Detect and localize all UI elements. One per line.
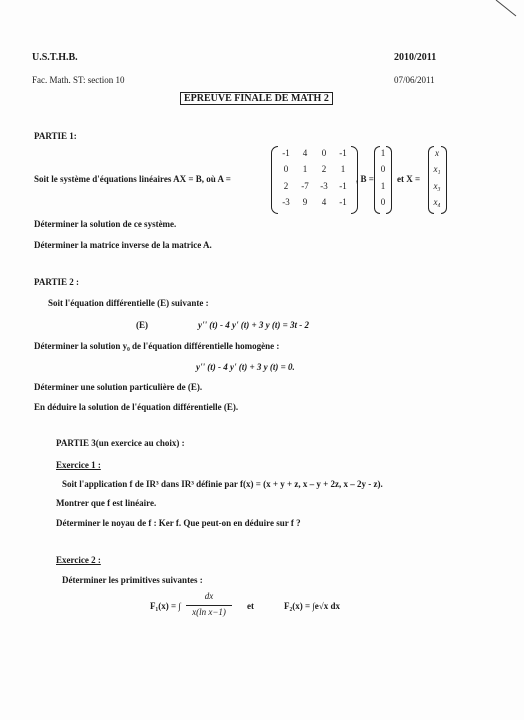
matrix-a-cell: 1 — [340, 164, 346, 174]
matrix-a-cell: -1 — [339, 197, 347, 207]
partie2-intro: Soit l'équation différentielle (E) suivante : — [48, 298, 209, 308]
f1-label: F₁(x) = ∫ — [150, 601, 181, 611]
exercice1-statement: Soit l'application f de IR³ dans IR³ définie par f(x) = (x + y + z, x – y + 2z, x – 2y - z). — [62, 479, 383, 489]
exercice1-title: Exercice 1 : — [56, 460, 101, 470]
matrix-a-cell: 2 — [321, 164, 327, 174]
partie1-question-1: Déterminer la solution de ce système. — [34, 219, 177, 229]
vector-x-entry: x — [435, 148, 439, 158]
matrix-a-cell: -1 — [339, 181, 347, 191]
f1-denominator: x(ln x−1) — [192, 607, 226, 617]
institution: U.S.T.H.B. — [32, 52, 78, 63]
partie1-question-2: Déterminer la matrice inverse de la matrice A. — [34, 240, 212, 250]
vector-x-entry: x₁ — [433, 164, 441, 174]
differential-equation: y'' (t) - 4 y' (t) + 3 y (t) = 3t - 2 — [198, 320, 309, 330]
matrix-a-cell: 4 — [321, 197, 327, 207]
f1-numerator: dx — [204, 591, 214, 601]
partie2-question-3: En déduire la solution de l'équation différentielle (E). — [34, 402, 239, 412]
vector-b-entry: 1 — [380, 148, 386, 158]
equation-label: (E) — [136, 320, 148, 330]
and-word: et — [247, 601, 254, 611]
matrix-a-cell: -3 — [282, 197, 290, 207]
matrix-a-cell: 1 — [302, 164, 308, 174]
matrix-a-cell: -3 — [320, 181, 328, 191]
exam-date: 07/06/2011 — [394, 75, 435, 85]
vector-b-entry: 0 — [380, 197, 386, 207]
partie3-heading: PARTIE 3(un exercice au choix) : — [56, 438, 185, 448]
vector-x-entry: x₄ — [433, 197, 441, 207]
matrix-a-cell: 4 — [302, 148, 308, 158]
partie1-heading: PARTIE 1: — [34, 131, 77, 141]
vector-x-entry: x₃ — [433, 181, 441, 191]
matrix-a-cell: -1 — [339, 148, 347, 158]
exercice2-intro: Déterminer les primitives suivantes : — [62, 575, 203, 585]
exercice1-question-1: Montrer que f est linéaire. — [56, 498, 157, 508]
homogeneous-equation: y'' (t) - 4 y' (t) + 3 y (t) = 0. — [196, 362, 295, 372]
scan-corner-mark — [492, 0, 524, 20]
matrix-a-cell: 0 — [283, 164, 289, 174]
b-label: , B = — [356, 174, 374, 184]
partie2-question-2: Déterminer une solution particulière de (E). — [34, 382, 203, 392]
exercice1-question-2: Déterminer le noyau de f : Ker f. Que peut-on en déduire sur f ? — [56, 518, 301, 528]
system-intro: Soit le système d'équations linéaires AX = B, où A = — [34, 174, 231, 184]
vector-b-entry: 0 — [380, 164, 386, 174]
partie2-heading: PARTIE 2 : — [34, 277, 80, 287]
f1-fraction-bar — [186, 605, 232, 606]
matrix-a-cell: -7 — [301, 181, 309, 191]
matrix-a-cell: 2 — [283, 181, 289, 191]
exercice2-title: Exercice 2 : — [56, 555, 101, 565]
f2-expression: F₂(x) = ∫e√x dx — [284, 601, 340, 611]
academic-year: 2010/2011 — [394, 52, 437, 63]
x-label: et X = — [397, 174, 421, 184]
matrix-a-cell: 0 — [321, 148, 327, 158]
faculty-section: Fac. Math. ST: section 10 — [32, 75, 125, 85]
matrix-a-cell: -1 — [282, 148, 290, 158]
vector-b-entry: 1 — [380, 181, 386, 191]
exam-title: EPREUVE FINALE DE MATH 2 — [180, 92, 333, 105]
partie2-question-1: Déterminer la solution y₀ de l'équation différentielle homogène : — [34, 341, 280, 351]
matrix-a-cell: 9 — [302, 197, 308, 207]
